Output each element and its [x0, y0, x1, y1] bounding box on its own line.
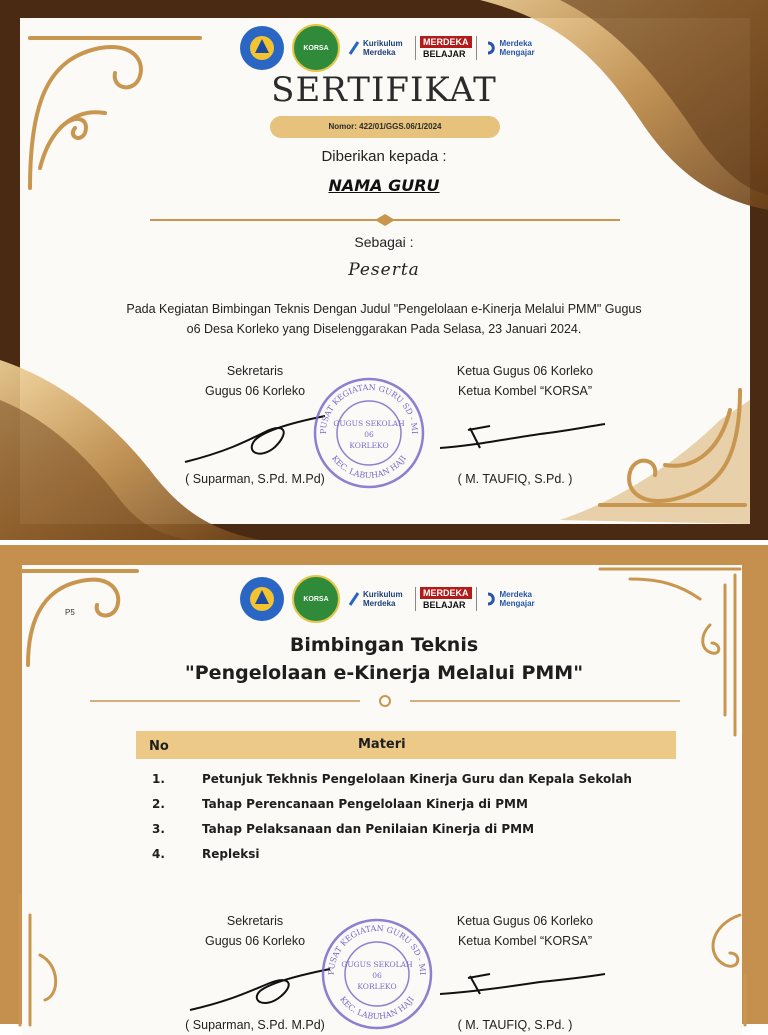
tut-wuri-logo-icon: [240, 577, 284, 621]
signature-right: [440, 418, 610, 458]
stamp-inner-line1: GUGUS SEKOLAH: [333, 419, 405, 428]
recipient-name: NAMA GURU: [328, 176, 440, 195]
merdeka-mengajar-icon: [485, 591, 497, 607]
kurikulum-icon: [348, 40, 360, 56]
kurikulum-icon: [348, 591, 360, 607]
signer-left-name: ( Suparman, S.Pd. M.Pd): [185, 1018, 325, 1032]
stamp-inner-line3: KORLEKO: [357, 982, 397, 991]
signature-left: [190, 965, 340, 1015]
signature-right: [440, 970, 610, 1000]
stamp-inner-line2: 06: [372, 971, 382, 980]
materials-table-header: [136, 731, 676, 759]
signer-left-name: ( Suparman, S.Pd. M.Pd): [185, 472, 325, 486]
merdeka-mengajar-logo: Merdeka Mengajar: [485, 39, 540, 57]
merdeka-mengajar-icon: [485, 40, 497, 56]
stamp-inner-line2: 06: [364, 430, 374, 439]
page-mark: P5: [65, 608, 75, 617]
signer-right-title: Ketua Gugus 06 Korleko Ketua Kombel “KORSA”: [456, 914, 594, 948]
participant-role: Peserta: [348, 260, 420, 280]
signer-right-name: ( M. TAUFIQ, S.Pd. ): [457, 1018, 573, 1032]
logo-bar: [240, 575, 540, 623]
signer-left-title: Sekretaris Gugus 06 Korleko: [204, 364, 306, 398]
logo-bar: [240, 24, 540, 72]
corner-flourish-bottom-right: [600, 380, 750, 520]
column-header-materi: Materi: [358, 737, 406, 752]
stamp-top-arc: PUSAT KEGIATAN GURU SD - MI: [318, 382, 420, 435]
stamp-bottom-arc: KEC. LABUHAN HAJI: [337, 994, 416, 1022]
merdeka-belajar-logo: MERDEKA BELAJAR: [415, 36, 477, 60]
merdeka-belajar-logo: MERDEKA BELAJAR: [415, 587, 477, 611]
given-to-label: Diberikan kepada :: [321, 148, 447, 165]
kurikulum-merdeka-logo: Kurikulum Merdeka: [348, 39, 407, 57]
signer-right-title: Ketua Gugus 06 Korleko Ketua Kombel “KORSA”: [456, 364, 594, 398]
korsa-logo: KORSA: [292, 575, 340, 623]
signer-left-title: Sekretaris Gugus 06 Korleko: [204, 914, 306, 948]
tut-wuri-logo-icon: [240, 26, 284, 70]
certificate-title: SERTIFIKAT: [271, 70, 497, 110]
merdeka-mengajar-logo: Merdeka Mengajar: [485, 590, 540, 608]
stamp-bottom-arc: KEC. LABUHAN HAJI: [329, 453, 408, 481]
as-label: Sebagai :: [354, 234, 414, 250]
materials-page: KORSA Kurikulum Merdeka MERDEKA BELAJAR Merdeka Mengajar P5 Bimbingan Teknis "Pengelolaan e-Kinerja Melalui PMM" No Materi 1. Petunjuk Tekhnis Pengelolaan Kinerja Guru dan Kepala Sekolah 2. Tahap Perencanaan Pengelolaan Kinerja di PMM 3. Tahap Pelaksanaan dan Penilaian Kinerja di PMM 4. Repleksi Sekretaris Gugus 06 Korleko Ketua Gugus 06 Korleko Ketua Kombel “KORSA” PUSAT KEGIATAN GURU SD - MI KEC. LABUHAN HAJI GUGUS SEKOLAH 06 KORLEKO ( Suparman, S.Pd. M.Pd) ( M. TAUFIQ, S.Pd. ): [0, 545, 768, 1024]
korsa-logo: KORSA: [292, 24, 340, 72]
materials-title: Bimbingan Teknis "Pengelolaan e-Kinerja Melalui PMM": [184, 634, 584, 684]
official-stamp: [320, 917, 434, 1031]
corner-flourish-bottom-left: [10, 895, 90, 1025]
corner-flourish-bottom-right: [690, 895, 750, 1025]
stamp-inner-line1: GUGUS SEKOLAH: [341, 960, 413, 969]
signer-right-name: ( M. TAUFIQ, S.Pd. ): [457, 472, 573, 486]
stamp-inner-line3: KORLEKO: [349, 441, 389, 450]
kurikulum-merdeka-logo: Kurikulum Merdeka: [348, 590, 407, 608]
gold-divider: [150, 212, 620, 228]
corner-flourish-top-left: [20, 18, 160, 198]
certificate-number: Nomor: 422/01/GGS.06/1/2024: [270, 116, 500, 138]
gold-divider: [90, 691, 680, 711]
column-header-no: No: [149, 739, 169, 754]
stamp-top-arc: PUSAT KEGIATAN GURU SD - MI: [326, 923, 428, 976]
certificate-description: Pada Kegiatan Bimbingan Teknis Dengan Judul "Pengelolaan e-Kinerja Melalui PMM" Gugus o6 Desa Korleko yang Diselenggarakan Pada Selasa, 23 Januari 2024.: [126, 302, 642, 336]
